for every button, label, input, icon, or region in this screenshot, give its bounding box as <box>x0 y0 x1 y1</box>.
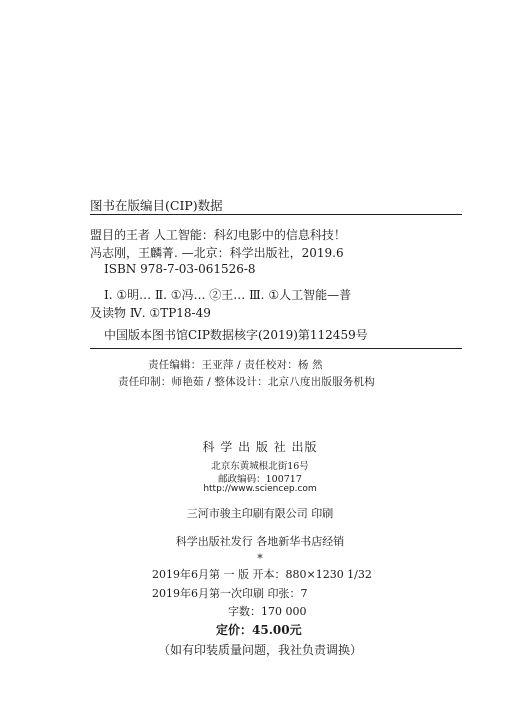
publisher-website: http://www.sciencep.com <box>203 484 317 494</box>
authors-line: 冯志刚，王麟菁. —北京：科学出版社，2019.6 <box>90 246 344 260</box>
quality-notice: （如有印装质量问题，我社负责调换） <box>157 643 362 657</box>
price: 定价：45.00元 <box>216 623 302 637</box>
cip-divider-top <box>90 214 462 215</box>
cip-number-line: 中国版本图书馆CIP数据核字(2019)第112459号 <box>104 328 368 342</box>
subject-line-1: Ⅰ. ①明… Ⅱ. ①冯… ②王… Ⅲ. ①人工智能—普 <box>104 288 352 302</box>
separator-star: * <box>257 552 263 565</box>
publisher-name: 科 学 出 版 社 出版 <box>202 440 318 454</box>
subject-line-2: 及读物 Ⅳ. ①TP18-49 <box>90 306 211 320</box>
book-title-line: 盟目的王者 人工智能：科幻电影中的信息科技！ <box>90 228 346 242</box>
publisher-postcode: 邮政编码：100717 <box>218 474 302 485</box>
cip-heading: 图书在版编目(CIP)数据 <box>90 198 223 213</box>
credits-production: 责任印制：师艳茹 / 整体设计：北京八度出版服务机构 <box>118 376 375 388</box>
isbn-line: ISBN 978-7-03-061526-8 <box>104 262 256 276</box>
credits-editors: 责任编辑：王亚萍 / 责任校对：杨 然 <box>148 359 323 371</box>
cip-divider-bottom <box>90 348 462 349</box>
publisher-address: 北京东黄城根北街16号 <box>211 461 309 472</box>
printer-line: 三河市骏主印刷有限公司 印刷 <box>186 507 334 520</box>
edition-line: 2019年6月第 一 版 开本：880×1230 1/32 <box>152 568 372 581</box>
printing-line: 2019年6月第一次印刷 印张：7 <box>152 587 308 600</box>
distribution-line: 科学出版社发行 各地新华书店经销 <box>175 535 345 548</box>
word-count: 字数：170 000 <box>228 605 307 618</box>
